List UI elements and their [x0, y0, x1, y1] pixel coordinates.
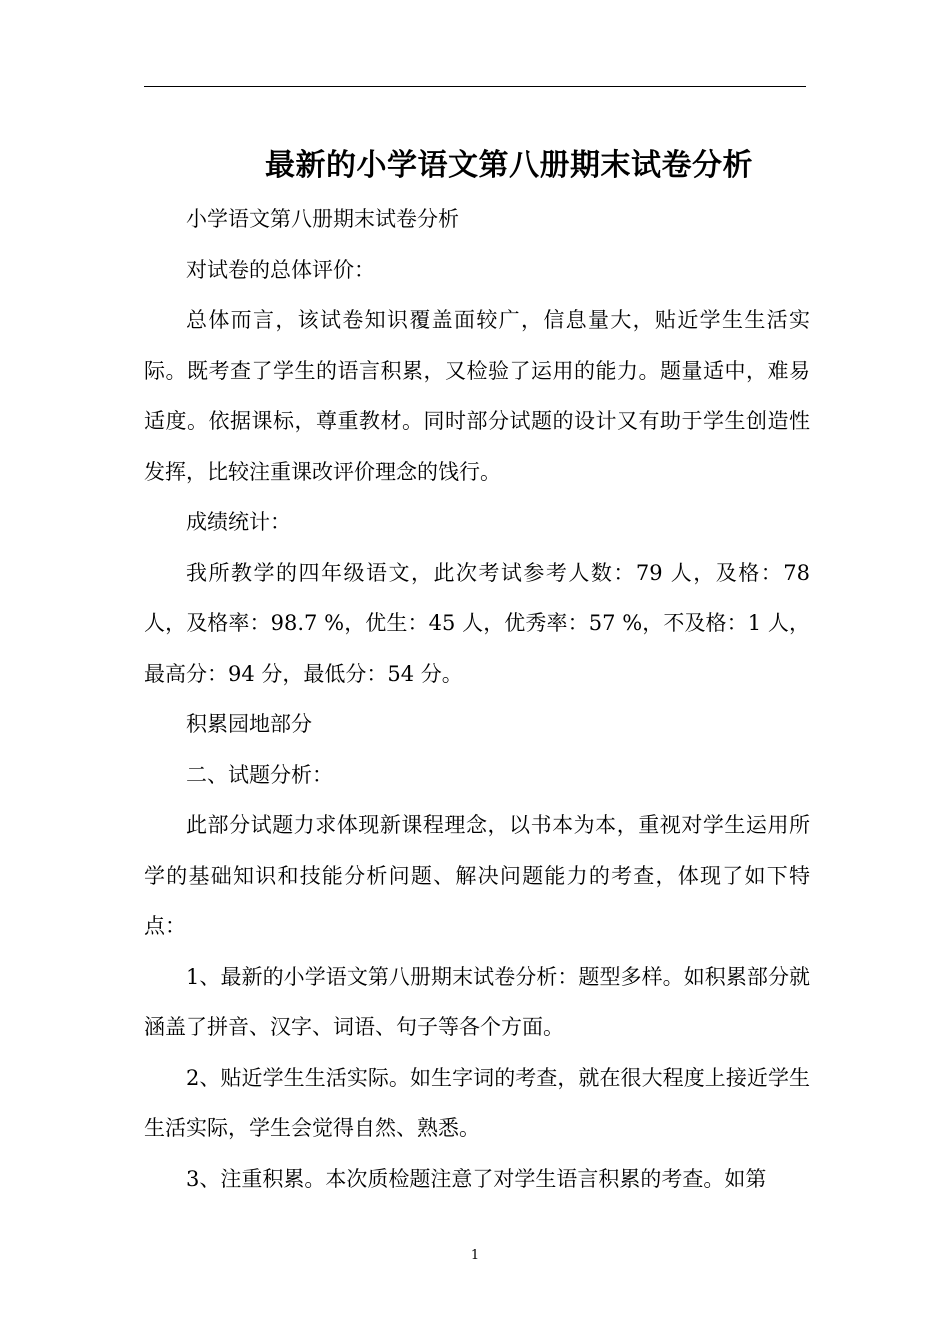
paragraph-overall-evaluation-heading: 对试卷的总体评价： [186, 257, 375, 282]
document-title: 最新的小学语文第八册期末试卷分析 [265, 148, 753, 184]
paragraph-score-stats-heading: 成绩统计： [186, 510, 291, 534]
paragraph-point-2: 2、贴近学生生活实际。如生字词的考查，就在很大程度上接近学生生活实际，学生会觉得自然、熟悉。 [144, 1065, 810, 1140]
document-body [144, 194, 810, 1204]
page-number: 1 [470, 1248, 480, 1263]
paragraph-subtitle: 小学语文第八册期末试卷分析 [186, 207, 459, 231]
header-rule [144, 86, 806, 87]
paragraph-score-stats: 我所教学的四年级语文，此次考试参考人数：79 人，及格：78 人，及格率：98.7 %，优生：45 人，优秀率：57 %，不及格：1 人，最高分：94 分，最低分：54 分。 [144, 560, 810, 686]
paragraph-question-analysis: 此部分试题力求体现新课程理念，以书本为本，重视对学生运用所学的基础知识和技能分析问题、解决问题能力的考查，体现了如下特点： [144, 813, 810, 938]
paragraph-point-1: 1、最新的小学语文第八册期末试卷分析：题型多样。如积累部分就涵盖了拼音、汉字、词语、句子等各个方面。 [144, 964, 810, 1039]
paragraph-overall-evaluation: 总体而言，该试卷知识覆盖面较广，信息量大，贴近学生生活实际。既考查了学生的语言积累，又检验了运用的能力。题量适中，难易适度。依据课标，尊重教材。同时部分试题的设计又有助于学生创造性发挥，比较注重课改评价理念的饯行。 [144, 308, 810, 484]
paragraph-question-analysis-heading: 二、试题分析： [186, 762, 333, 787]
paragraph-accumulation-section: 积累园地部分 [186, 712, 312, 736]
paragraph-point-3: 3、注重积累。本次质检题注意了对学生语言积累的考查。如第 [186, 1166, 767, 1191]
